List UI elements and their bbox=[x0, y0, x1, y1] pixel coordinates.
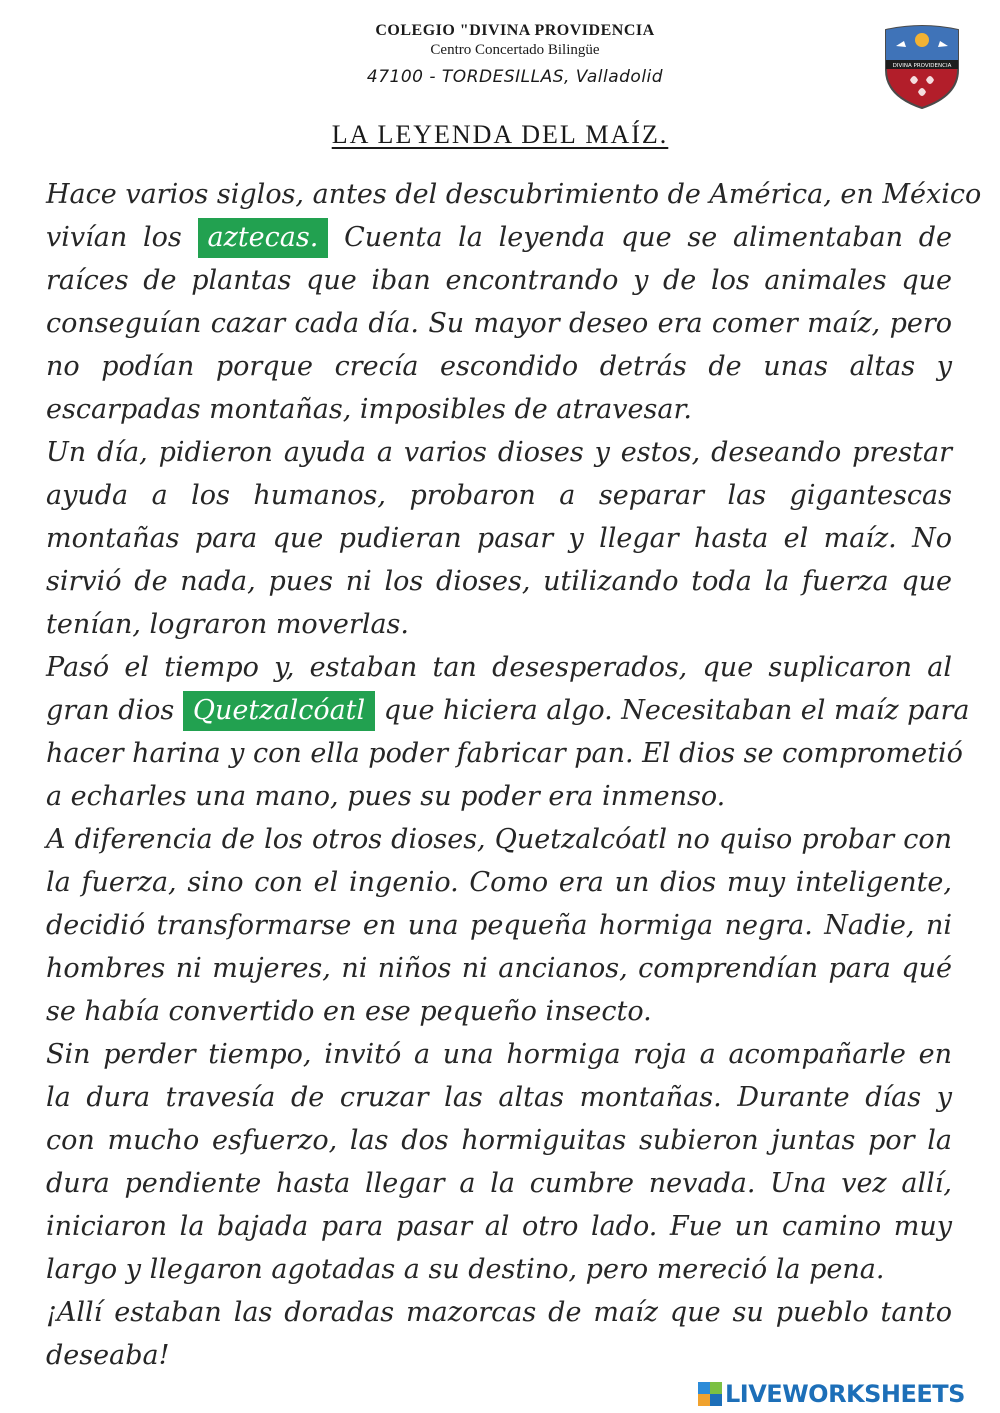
story-line: conseguían cazar cada día. Su mayor deseo era comer maíz, pero bbox=[46, 308, 952, 339]
story-line: la fuerza, sino con el ingenio. Como era un dios muy inteligente, bbox=[46, 867, 952, 898]
story-line: dura pendiente hasta llegar a la cumbre nevada. Una vez allí, bbox=[46, 1168, 952, 1199]
story-line bbox=[46, 216, 952, 259]
liveworksheets-brand: LIVEWORKSHEETS bbox=[725, 1380, 965, 1408]
story-line: Hace varios siglos, antes del descubrimiento de América, en México bbox=[46, 179, 982, 210]
story-line: Sin perder tiempo, invitó a una hormiga roja a acompañarle en bbox=[46, 1039, 952, 1070]
highlighted-word-quetzalcoatl[interactable]: Quetzalcóatl bbox=[183, 691, 375, 731]
story-line: tenían, lograron moverlas. bbox=[46, 609, 409, 640]
story-line: deseaba! bbox=[46, 1340, 170, 1371]
story-line: no podían porque crecía escondido detrás de unas altas y bbox=[46, 351, 952, 382]
school-subtitle: Centro Concertado Bilingüe bbox=[430, 42, 600, 58]
story-line: hacer harina y con ella poder fabricar pan. El dios se comprometió bbox=[46, 738, 963, 769]
story-line bbox=[46, 689, 970, 732]
story-line: la dura travesía de cruzar las altas montañas. Durante días y bbox=[46, 1082, 952, 1113]
story-fragment: vivían los bbox=[46, 222, 182, 253]
highlighted-word-aztecas[interactable]: aztecas. bbox=[198, 218, 329, 258]
story-line: Un día, pidieron ayuda a varios dioses y estos, deseando prestar bbox=[46, 437, 952, 468]
liveworksheets-icon bbox=[698, 1382, 722, 1406]
story-line: sirvió de nada, pues ni los dioses, utilizando toda la fuerza que bbox=[46, 566, 952, 597]
liveworksheets-logo[interactable] bbox=[698, 1380, 965, 1408]
school-header bbox=[300, 22, 730, 87]
story-line: raíces de plantas que iban encontrando y de los animales que bbox=[46, 265, 952, 296]
story-line: ¡Allí estaban las doradas mazorcas de maíz que su pueblo tanto bbox=[46, 1297, 952, 1328]
story-line: escarpadas montañas, imposibles de atravesar. bbox=[46, 394, 692, 425]
story-line: hombres ni mujeres, ni niños ni ancianos, comprendían para qué bbox=[46, 953, 952, 984]
story-text bbox=[46, 173, 982, 1377]
story-line: a echarles una mano, pues su poder era inmenso. bbox=[46, 781, 726, 812]
story-line: largo y llegaron agotadas a su destino, pero mereció la pena. bbox=[46, 1254, 885, 1285]
page-title: LA LEYENDA DEL MAÍZ. bbox=[331, 120, 669, 149]
school-address: 47100 - TORDESILLAS, Valladolid bbox=[366, 67, 664, 87]
story-fragment: gran dios bbox=[46, 695, 175, 726]
story-line: Pasó el tiempo y, estaban tan desesperados, que suplicaron al bbox=[46, 652, 952, 683]
school-name: COLEGIO "DIVINA PROVIDENCIA bbox=[375, 22, 655, 39]
school-crest-icon bbox=[880, 24, 964, 110]
story-line: montañas para que pudieran pasar y llegar hasta el maíz. No bbox=[46, 523, 952, 554]
story-line: A diferencia de los otros dioses, Quetzalcóatl no quiso probar con bbox=[46, 824, 952, 855]
story-line: se había convertido en ese pequeño insecto. bbox=[46, 996, 652, 1027]
story-line: decidió transformarse en una pequeña hormiga negra. Nadie, ni bbox=[46, 910, 952, 941]
story-line: con mucho esfuerzo, las dos hormiguitas subieron juntas por la bbox=[46, 1125, 952, 1156]
story-line: ayuda a los humanos, probaron a separar las gigantescas bbox=[46, 480, 952, 511]
story-fragment: Cuenta la leyenda que se alimentaban de bbox=[344, 222, 952, 253]
crest-label: DIVINA PROVIDENCIA bbox=[892, 63, 952, 69]
story-fragment: que hiciera algo. Necesitaban el maíz para bbox=[383, 695, 970, 726]
story-line: iniciaron la bajada para pasar al otro lado. Fue un camino muy bbox=[46, 1211, 952, 1242]
